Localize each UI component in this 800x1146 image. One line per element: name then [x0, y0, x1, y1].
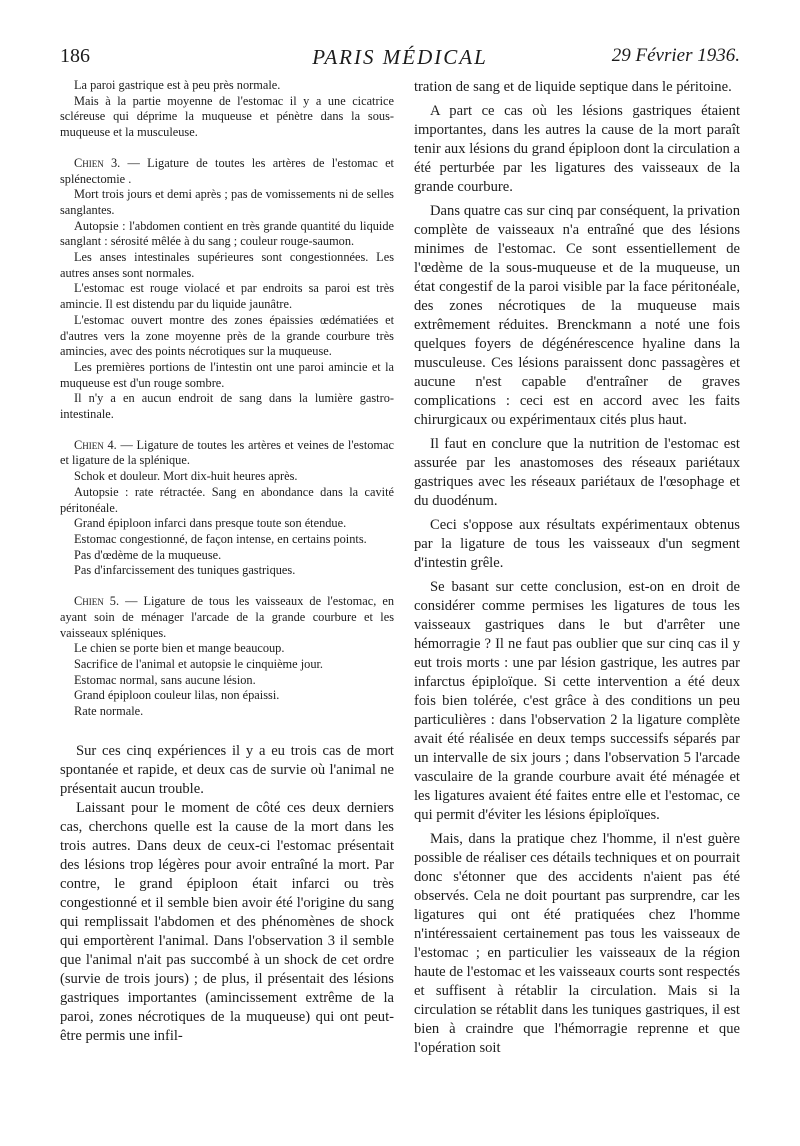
paragraph: tration de sang et de liquide septique dans le péritoine.: [414, 79, 732, 95]
case-title: — Ligature de tous les vaisseaux de l'estomac, en ayant soin de ménager l'arcade de la grande courbure et les vaisseaux spléniques.: [60, 594, 394, 640]
paragraph: Rate normale.: [74, 704, 144, 719]
paragraph: L'estomac est rouge violacé et par endroits sa paroi est très amincie. Il est distendu par du liquide jaunâtre.: [60, 281, 394, 312]
paragraph: Sacrifice de l'animal et autopsie le cinquième jour.: [74, 656, 324, 671]
paragraph: Se basant sur cette conclusion, est-on en droit de considérer comme permises les ligatures de tous les vaisseaux gastriques dans le but d'arrêter une hémorragie ? Il ne faut pas oublier que sur cinq cas il y eut trois morts : une par lésion gastrique, les autres par infarctus épiploïque. Si cette intervention a été deux fois bien tolérée, c'est grâce à des conditions un peu particulières : dans l'observation 2 la ligature complète avait été réalisée en deux temps successifs séparés par un intervalle de six jours ; dans l'observation 5 l'arcade vasculaire de la grande courbure avait été ménagée et les ligatures avaient été faites entre elle et l'estomac, ce qui permit d'éviter les lésions épiploïques.: [414, 579, 740, 823]
paragraph: Mais à la partie moyenne de l'estomac il y a une cicatrice scléreuse qui déprime la muqueuse et pénètre dans la sous-muqueuse et la musculeuse.: [60, 93, 394, 140]
paragraph: Sur ces cinq expériences il y a eu trois cas de mort spontanée et rapide, et deux cas de survie où l'animal ne présentait aucun trouble.: [60, 742, 394, 797]
left-column: [60, 78, 394, 1046]
paragraph: Autopsie : l'abdomen contient en très grande quantité du liquide sanglant : sérosité mêlée à du sang ; couleur rouge-saumon.: [60, 218, 394, 249]
paragraph: Les premières portions de l'intestin ont une paroi amincie et la muqueuse est d'un rouge sombre.: [60, 359, 394, 390]
paragraph: L'estomac ouvert montre des zones épaissies œdématiées et d'autres vers la zone moyenne près de la grande courbure très amincies, avec des points nécrotiques sur la muqueuse.: [60, 312, 394, 359]
discussion-left: [60, 742, 394, 1046]
paragraph: Estomac congestionné, de façon intense, en certains points.: [74, 531, 367, 546]
paragraph: Les anses intestinales supérieures sont congestionnées. Les autres anses sont normales.: [60, 250, 394, 280]
paragraph: Autopsie : rate rétractée. Sang en abondance dans la cavité péritonéale.: [60, 484, 394, 515]
paragraph: Il faut en conclure que la nutrition de l'estomac est assurée par les anastomoses des réseaux pariétaux gastriques avec les réseaux pariétaux de l'œsophage et du duodénum.: [414, 436, 740, 509]
paragraph: Estomac normal, sans aucune lésion.: [74, 672, 256, 687]
chien2-tail: [60, 78, 394, 141]
case-label: Chien 5.: [74, 594, 120, 609]
chien5-block: [60, 594, 394, 720]
case-notes: [60, 78, 394, 720]
case-heading: [60, 594, 394, 641]
right-column: [414, 78, 740, 1058]
page-number: 186: [60, 45, 90, 67]
case-heading: [60, 438, 394, 469]
chien3-block: [60, 156, 394, 423]
case-title: — Ligature de toutes les artères et veines de l'estomac et ligature de la splénique.: [60, 437, 394, 468]
chien4-block: [60, 438, 394, 579]
paragraph: La paroi gastrique est à peu près normale.: [74, 78, 281, 92]
paragraph: Schok et douleur. Mort dix-huit heures après.: [74, 469, 298, 484]
paragraph: Pas d'infarcissement des tuniques gastriques.: [74, 563, 296, 578]
paragraph: Il n'y a en aucun endroit de sang dans la lumière gastro-intestinale.: [60, 391, 394, 422]
case-label: Chien 3.: [74, 155, 121, 170]
issue-date: 29 Février 1936.: [611, 45, 740, 66]
paragraph: Ceci s'oppose aux résultats expérimentaux obtenus par la ligature de tous les vaisseaux d'un segment d'intestin grêle.: [414, 517, 740, 571]
paragraph: Laissant pour le moment de côté ces deux derniers cas, cherchons quelle est la cause de la mort dans les trois autres. Dans deux de ceux-ci l'estomac présentait des lésions trop légères pour avoir entraîné la mort. Par contre, le grand épiploon était infarci ou très congestionné et il semble bien avoir été l'origine du sang qui remplissait l'abdomen et des phénomènes de shock qui emportèrent l'animal. Dans l'observation 3 il semble que l'animal n'ait pas succombé à un shock de cet ordre (survie de trois jours) ; de plus, il présentait des lésions gastriques importantes (amincissement extrême de la paroi, zones nécrotiques de la muqueuse) qui ont peut-être permis une infil-: [60, 799, 394, 1044]
running-header: [60, 45, 740, 75]
case-label: Chien 4.: [74, 437, 117, 452]
journal-title: PARIS MÉDICAL: [312, 45, 488, 69]
paragraph: Pas d'œdème de la muqueuse.: [74, 547, 222, 562]
paragraph: Grand épiploon infarci dans presque toute son étendue.: [74, 516, 347, 531]
paragraph: A part ce cas où les lésions gastriques étaient importantes, dans les autres la cause de la mort paraît tenir aux lésions du grand épiploon dont la circulation a été perturbée par les ligatures des vaisseaux de la grande courbure.: [414, 103, 740, 195]
paragraph: Le chien se porte bien et mange beaucoup.: [74, 641, 285, 656]
paragraph: Dans quatre cas sur cinq par conséquent, la privation complète de vaisseaux n'a entraîné que des lésions minimes de l'estomac. Ce sont essentiellement de l'œdème de la sous-muqueuse et de la muqueuse, un état congestif de la paroi visible par la face péritonéale, des zones nécrotiques de la muqueuse mais extrêmement réduites. Brenckmann a noté une fois quelques foyers de dégénérescence hyaline dans la musculeuse. Ces lésions paraissent donc passagères et aucune n'est capable d'entraîner de graves complications : ceci est en accord avec les faits chirurgicaux ou expérimentaux cités plus haut.: [414, 203, 740, 428]
case-heading: [60, 156, 394, 187]
paragraph: Mort trois jours et demi après ; pas de vomissements ni de selles sanglantes.: [60, 187, 394, 217]
case-title: — Ligature de toutes les artères de l'estomac et splénectomie .: [60, 155, 394, 186]
paragraph: Mais, dans la pratique chez l'homme, il n'est guère possible de réaliser ces détails techniques et on pourrait donc s'étonner que des accidents n'aient pas été observés. Cela ne doit pourtant pas surprendre, car les ligatures qui ont été pratiquées chez l'homme n'intéressaient certainement pas tous les vaisseaux de l'estomac ; en particulier les vaisseaux de la région haute de l'estomac et les vaisseaux courts sont respectés et suffisent à rétablir la circulation. Mais si la circulation se rétablit dans les tuniques gastriques, il est bien à craindre que l'hémorragie reprenne et que l'opération soit: [414, 831, 741, 1056]
paragraph: Grand épiploon couleur lilas, non épaissi.: [74, 688, 280, 703]
